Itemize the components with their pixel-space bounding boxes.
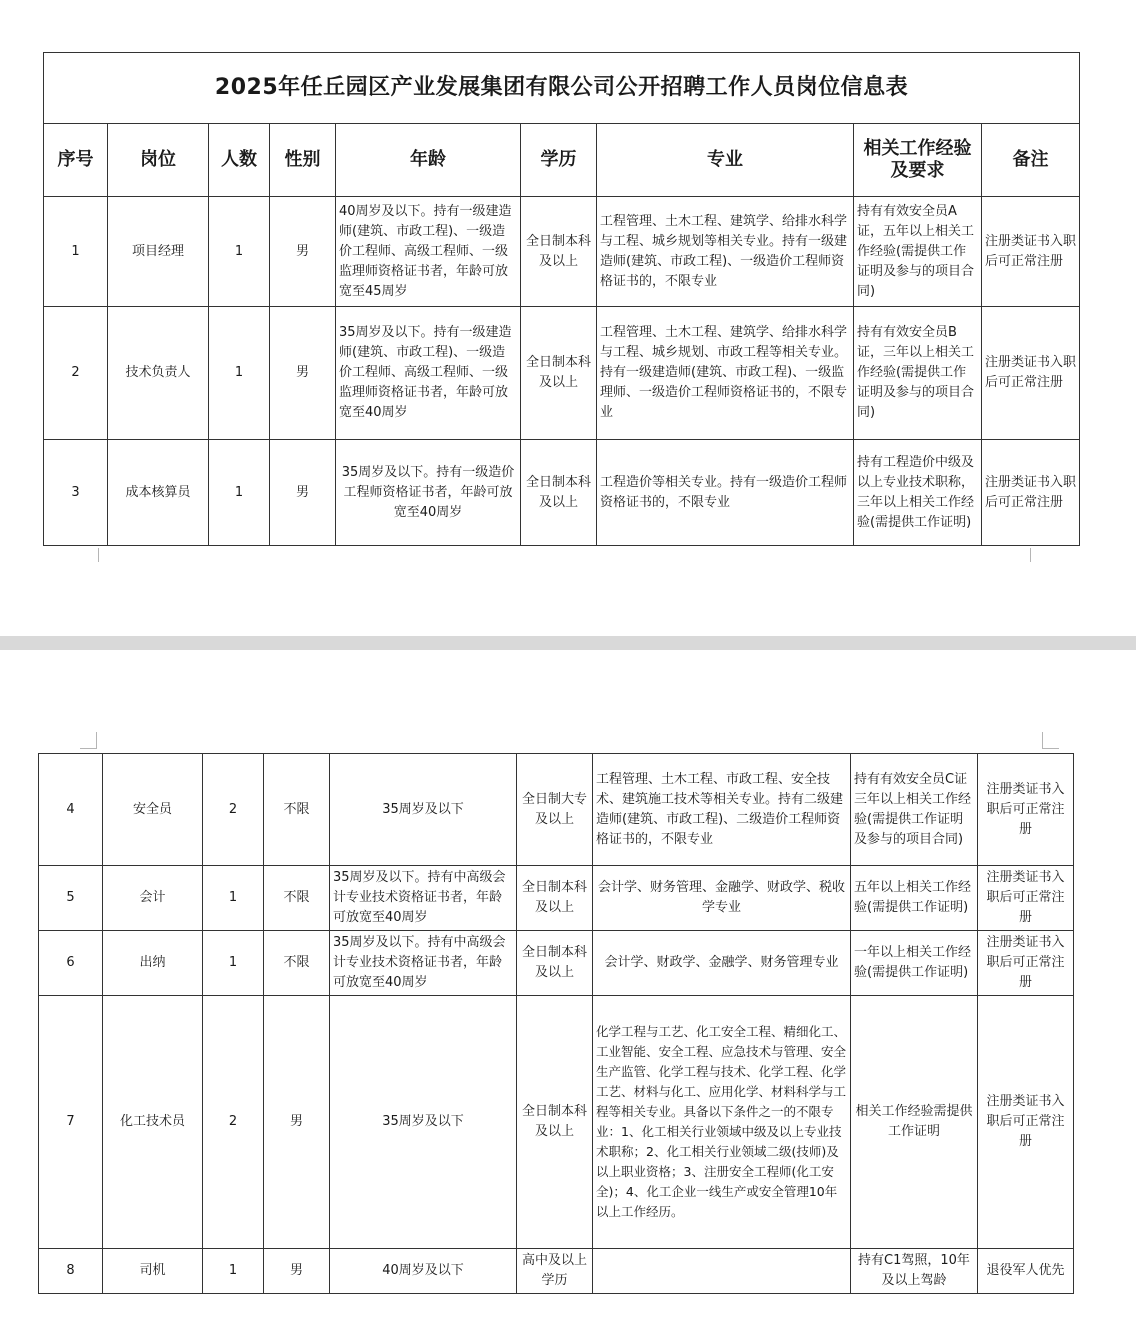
- cell-no: 8: [39, 1249, 103, 1294]
- cell-age: 40周岁及以下。持有一级建造师(建筑、市政工程)、一级造价工程师、高级工程师、一级监理师资格证书者，年龄可放宽至45周岁: [336, 197, 521, 307]
- cell-age: 35周岁及以下。持有中高级会计专业技术资格证书者，年龄可放宽至40周岁: [330, 931, 517, 996]
- cell-count: 1: [203, 866, 264, 931]
- cell-post: 成本核算员: [108, 440, 209, 546]
- cell-count: 1: [209, 307, 270, 440]
- cell-post: 项目经理: [108, 197, 209, 307]
- cell-no: 3: [44, 440, 108, 546]
- header-row: [44, 124, 1080, 197]
- cell-post: 技术负责人: [108, 307, 209, 440]
- cell-major: 工程造价等相关专业。持有一级造价工程师资格证书的，不限专业: [597, 440, 854, 546]
- table-row: [39, 1249, 1074, 1294]
- cell-age: 40周岁及以下: [330, 1249, 517, 1294]
- cell-gender: 不限: [264, 866, 330, 931]
- cell-gender: 男: [264, 996, 330, 1249]
- cell-count: 1: [209, 197, 270, 307]
- cell-age: 35周岁及以下: [330, 754, 517, 866]
- crop-mark: [82, 548, 99, 562]
- cell-edu: 全日制本科及以上: [517, 931, 593, 996]
- cell-post: 司机: [103, 1249, 203, 1294]
- cell-edu: 全日制大专及以上: [517, 754, 593, 866]
- cell-count: 1: [203, 1249, 264, 1294]
- cell-post: 安全员: [103, 754, 203, 866]
- cell-age: 35周岁及以下: [330, 996, 517, 1249]
- cell-count: 2: [203, 754, 264, 866]
- cell-note: 注册类证书入职后可正常注册: [982, 307, 1080, 440]
- cell-note: 注册类证书入职后可正常注册: [978, 754, 1074, 866]
- cell-major: 工程管理、土木工程、建筑学、给排水科学与工程、城乡规划、市政工程等相关专业。持有一级建造师(建筑、市政工程)、一级监理师、一级造价工程师资格证书的，不限专业: [597, 307, 854, 440]
- table-row: [44, 197, 1080, 307]
- cell-gender: 男: [270, 307, 336, 440]
- job-table-page-2: [38, 753, 1074, 1294]
- cell-edu: 全日制本科及以上: [521, 307, 597, 440]
- cell-gender: 男: [270, 440, 336, 546]
- cell-major: 工程管理、土木工程、市政工程、安全技术、建筑施工技术等相关专业。持有二级建造师(建筑、市政工程)、二级造价工程师资格证书的，不限专业: [593, 754, 851, 866]
- cell-exp: 持有有效安全员C证三年以上相关工作经验(需提供工作证明及参与的项目合同): [851, 754, 978, 866]
- table-row: [44, 440, 1080, 546]
- cell-major: 工程管理、土木工程、建筑学、给排水科学与工程、城乡规划等相关专业。持有一级建造师(建筑、市政工程)、一级造价工程师资格证书的，不限专业: [597, 197, 854, 307]
- cell-gender: 男: [270, 197, 336, 307]
- cell-post: 出纳: [103, 931, 203, 996]
- table-row: [39, 931, 1074, 996]
- cell-major: 会计学、财政学、金融学、财务管理专业: [593, 931, 851, 996]
- header-edu: 学历: [521, 124, 597, 197]
- cell-gender: 不限: [264, 754, 330, 866]
- cell-exp: 持有有效安全员A证，五年以上相关工作经验(需提供工作证明及参与的项目合同): [854, 197, 982, 307]
- header-post: 岗位: [108, 124, 209, 197]
- cell-edu: 高中及以上学历: [517, 1249, 593, 1294]
- cell-count: 1: [209, 440, 270, 546]
- cell-exp: 相关工作经验需提供工作证明: [851, 996, 978, 1249]
- header-age: 年龄: [336, 124, 521, 197]
- cell-count: 2: [203, 996, 264, 1249]
- cell-age: 35周岁及以下。持有一级建造师(建筑、市政工程)、一级造价工程师、高级工程师、一级监理师资格证书者，年龄可放宽至40周岁: [336, 307, 521, 440]
- cell-no: 2: [44, 307, 108, 440]
- header-exp: 相关工作经验及要求: [854, 124, 982, 197]
- cell-exp: 持有工程造价中级及以上专业技术职称，三年以上相关工作经验(需提供工作证明): [854, 440, 982, 546]
- cell-edu: 全日制本科及以上: [517, 866, 593, 931]
- header-gender: 性别: [270, 124, 336, 197]
- page-separator: [0, 636, 1136, 650]
- cell-no: 7: [39, 996, 103, 1249]
- cell-exp: 一年以上相关工作经验(需提供工作证明): [851, 931, 978, 996]
- cell-edu: 全日制本科及以上: [521, 197, 597, 307]
- header-note: 备注: [982, 124, 1080, 197]
- job-table-page-1: [43, 52, 1080, 546]
- cell-exp: 持有C1驾照，10年及以上驾龄: [851, 1249, 978, 1294]
- cell-note: 注册类证书入职后可正常注册: [982, 440, 1080, 546]
- cell-count: 1: [203, 931, 264, 996]
- crop-mark: [80, 732, 97, 749]
- cell-edu: 全日制本科及以上: [521, 440, 597, 546]
- cell-post: 化工技术员: [103, 996, 203, 1249]
- header-major: 专业: [597, 124, 854, 197]
- table-row: [39, 754, 1074, 866]
- table-row: [39, 866, 1074, 931]
- page-title: 2025年任丘园区产业发展集团有限公司公开招聘工作人员岗位信息表: [44, 53, 1080, 124]
- cell-major: 会计学、财务管理、金融学、财政学、税收学专业: [593, 866, 851, 931]
- cell-no: 1: [44, 197, 108, 307]
- cell-post: 会计: [103, 866, 203, 931]
- crop-mark: [1042, 732, 1059, 749]
- cell-exp: 持有有效安全员B证，三年以上相关工作经验(需提供工作证明及参与的项目合同): [854, 307, 982, 440]
- cell-age: 35周岁及以下。持有一级造价工程师资格证书者，年龄可放宽至40周岁: [336, 440, 521, 546]
- cell-age: 35周岁及以下。持有中高级会计专业技术资格证书者，年龄可放宽至40周岁: [330, 866, 517, 931]
- cell-no: 5: [39, 866, 103, 931]
- cell-note: 退役军人优先: [978, 1249, 1074, 1294]
- header-no: 序号: [44, 124, 108, 197]
- cell-exp: 五年以上相关工作经验(需提供工作证明): [851, 866, 978, 931]
- crop-mark: [1030, 548, 1047, 562]
- cell-note: 注册类证书入职后可正常注册: [982, 197, 1080, 307]
- cell-edu: 全日制本科及以上: [517, 996, 593, 1249]
- cell-gender: 不限: [264, 931, 330, 996]
- cell-no: 4: [39, 754, 103, 866]
- cell-note: 注册类证书入职后可正常注册: [978, 866, 1074, 931]
- cell-major: [593, 1249, 851, 1294]
- cell-major: 化学工程与工艺、化工安全工程、精细化工、工业智能、安全工程、应急技术与管理、安全生产监管、化学工程与技术、化学工程、化学工艺、材料与化工、应用化学、材料科学与工程等相关专业。具备以下条件之一的不限专业：1、化工相关行业领域中级及以上专业技术职称；2、化工相关行业领域二级(技师)及以上职业资格；3、注册安全工程师(化工安全)；4、化工企业一线生产或安全管理10年以上工作经历。: [593, 996, 851, 1249]
- header-count: 人数: [209, 124, 270, 197]
- cell-note: 注册类证书入职后可正常注册: [978, 996, 1074, 1249]
- table-row: [44, 307, 1080, 440]
- cell-gender: 男: [264, 1249, 330, 1294]
- table-row: [39, 996, 1074, 1249]
- cell-note: 注册类证书入职后可正常注册: [978, 931, 1074, 996]
- page-2: [38, 753, 1074, 1294]
- page-1: [43, 52, 1080, 546]
- cell-no: 6: [39, 931, 103, 996]
